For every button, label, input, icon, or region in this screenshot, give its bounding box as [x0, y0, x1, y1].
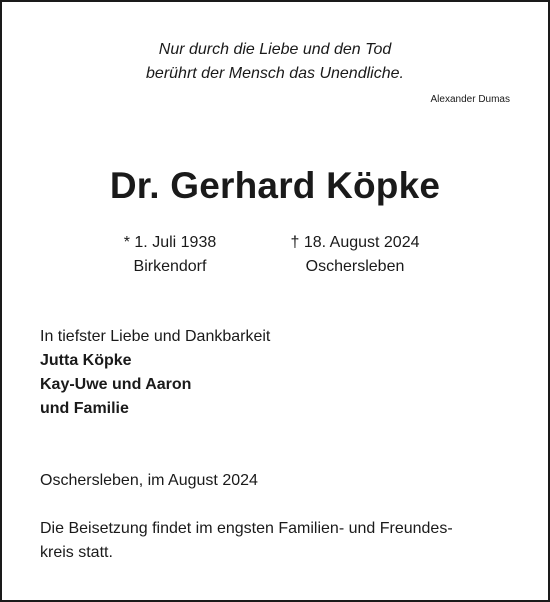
deceased-name: Dr. Gerhard Köpke	[109, 165, 441, 206]
death-block	[270, 231, 440, 279]
funeral-note-line-2: kreis statt.	[40, 544, 113, 561]
mourner-name: und Familie	[40, 400, 129, 417]
birth-place: Birkendorf	[133, 258, 207, 275]
mourner-name: Jutta Köpke	[40, 352, 132, 369]
death-date: † 18. August 2024	[290, 234, 420, 251]
quote-line-1: Nur durch die Liebe und den Tod	[158, 41, 392, 58]
birth-block	[108, 231, 232, 279]
quote-line-2: berührt der Mensch das Unendliche.	[146, 65, 404, 82]
birth-date: * 1. Juli 1938	[123, 234, 217, 251]
funeral-note-line-1: Die Beisetzung findet im engsten Familien- und Freundes-	[40, 520, 453, 537]
mourners-intro: In tiefster Liebe und Dankbarkeit	[40, 328, 271, 345]
place-date: Oschersleben, im August 2024	[40, 472, 258, 489]
quote-author: Alexander Dumas	[430, 94, 510, 105]
mourner-name: Kay-Uwe und Aaron	[40, 376, 192, 393]
death-place: Oschersleben	[305, 258, 405, 275]
